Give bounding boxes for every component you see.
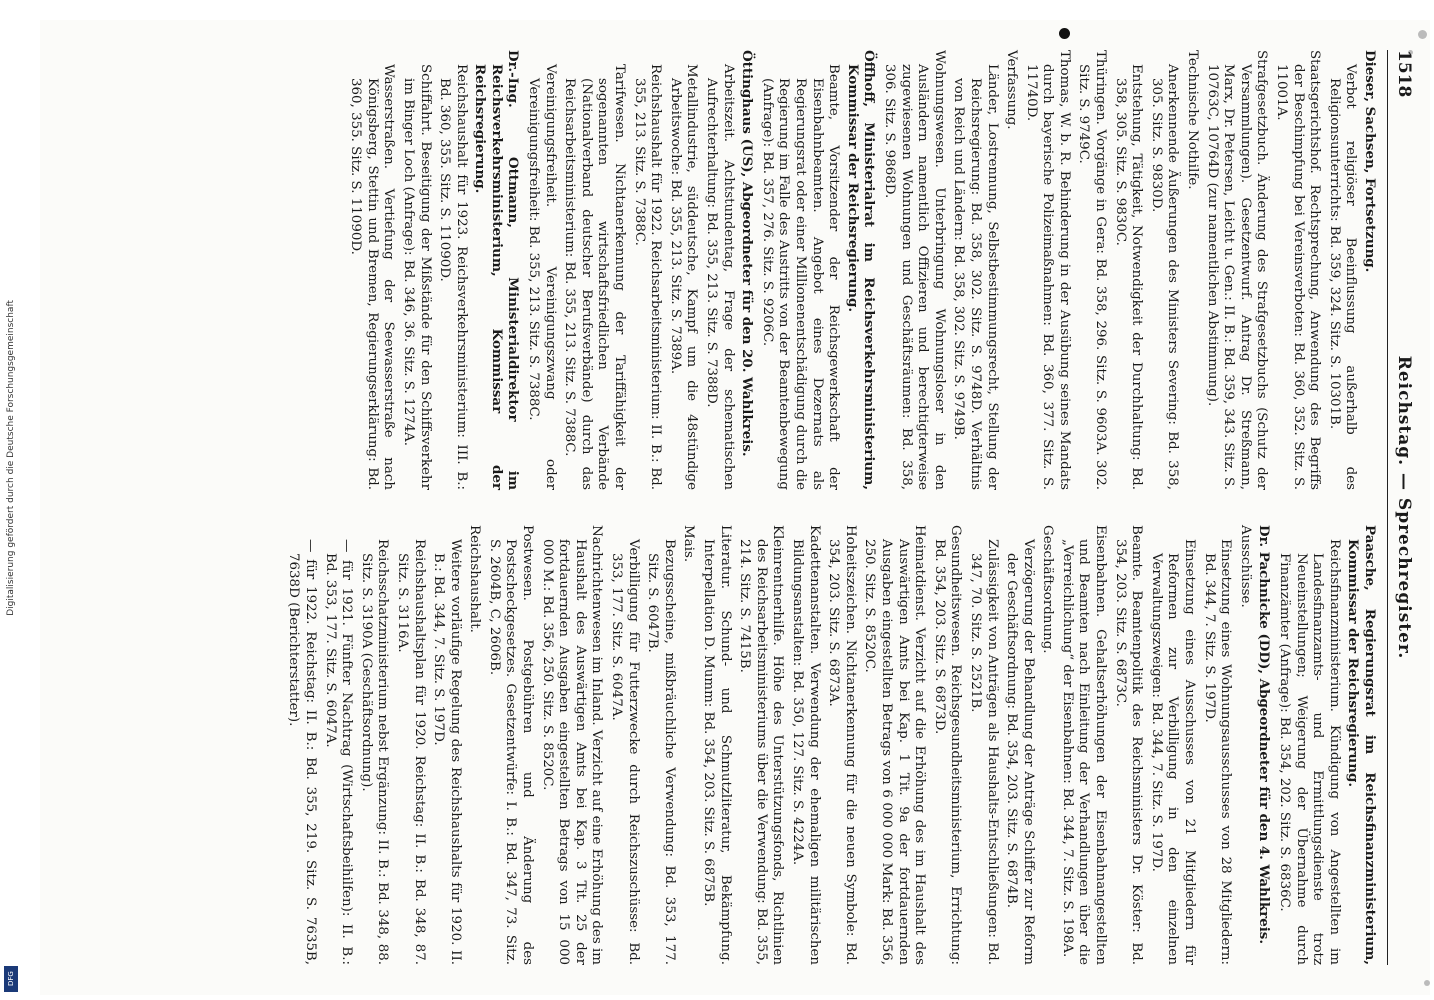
dfg-logo: DFG xyxy=(4,966,18,992)
register-entry: Reichshaushaltsplan für 1920. Reichstag: II. B.: Bd. 348, 87. Sitz. S. 3116A. xyxy=(394,539,427,965)
register-entry: Verbot religiöser Beeinflussung außerhalb des Religionsunterrichts: Bd. 359, 324. Sitz. S. 10301B. xyxy=(1326,64,1359,490)
register-entry: Technische Nothilfe. xyxy=(1185,50,1201,190)
register-entry: Mais. xyxy=(681,525,697,563)
register-entry: Kadettenanstalten. Verwendung der ehemaligen militärischen Bildungsanstalten: Bd. 350, 127. Sitz. S. 4224A. xyxy=(790,525,822,965)
register-entry: Metallindustrie, süddeutsche, Kampf um die 48stündige Arbeitswoche: Bd. 355, 213. Sitz. S. 7389A. xyxy=(667,64,700,490)
register-entry: Wasserstraßen. Vertiefung der Seewasserstraße nach Königsberg, Stettin und Bremen, Regierungserklärung: Bd. 360, 355. Sitz. S. 11090D. xyxy=(348,64,397,490)
register-entry: Hoheitszeichen. Nichtanerkennung für die neuen Symbole: Bd. 354, 203. Sitz. S. 6873A. xyxy=(826,525,858,965)
register-entry: Postwesen. Postgebühren und Änderung des Postscheckgesetzes. Gesetzentwürfe: I. B.: Bd. 347, 73. Sitz. S. 2604B, C, 2606B. xyxy=(486,525,536,965)
register-entry: Einsetzung eines Wohnungsausschusses von 28 Mitgliedern: Bd. 344, 7. Sitz. S. 197D. xyxy=(1201,539,1234,965)
register-heading: Dr.-Ing. Ottmann, Ministerialdirektor im Reichsverkehrsministerium, Kommissar der Reichsregierung. xyxy=(472,50,522,490)
register-entry: Schiffahrt. Beseitigung der Mißstände für den Schiffsverkehr im Binger Loch (Anfrage): Bd. 346, 36. Sitz. S. 1274A. xyxy=(400,64,433,490)
register-entry: Tarifwesen. Nichtanerkennung der Tariffähigkeit der sogenannten wirtschaftsfriedlichen Verbände (Nationalverband deutscher Berufsverbände) durch das Reichsarbeitsministerium: Bd. 355, 213. Sitz. S. 7388C. xyxy=(562,64,628,490)
register-entry: Arbeitszeit. Achtstundentag, Frage der schematischen Aufrechterhaltung: Bd. 355, 213. Sitz. S. 7388D. xyxy=(704,64,736,490)
running-title: Reichstag. — Sprechregister. xyxy=(1394,355,1414,660)
register-entry: Zulässigkeit von Anträgen als Haushalts-Entschließungen: Bd. 347, 70. Sitz. S. 2521B. xyxy=(967,539,1000,965)
scanned-page xyxy=(40,20,1430,995)
margin-bullet xyxy=(1059,28,1070,39)
register-entry: Reichsschatzministerium nebst Ergänzung: II. B.: Bd. 348, 88. Sitz. S. 3190A (Geschäftsordnung). xyxy=(358,539,391,965)
page-header xyxy=(1387,50,1416,965)
register-entry: Heimatdienst. Verzicht auf die Erhöhung des im Haushalt des Auswärtigen Amts bei Kap. 1 Tit. 9a der fortdauernden Ausgaben eingestellten Betrags von 6 000 000 Mark: Bd. 356, 250. Sitz. S. 8520C. xyxy=(862,525,928,965)
register-entry-text: Thomas, W. b. R. Behinderung in der Ausübung seines Mandats durch bayerische Polizeimaßnahmen: Bd. 360, 377. Sitz. S. 11740D. xyxy=(1023,50,1072,490)
register-entry: Geschäftsordnung. xyxy=(1040,525,1056,654)
register-entry: Beamte. Beamtenpolitik des Reichsministers Dr. Köster: Bd. 354, 203. Sitz. S. 6873C. xyxy=(1112,525,1145,965)
register-entry: Staatsgerichtshof. Rechtsprechung, Anwendung des Begriffs der Beschimpfung bei Vereinsverboten: Bd. 360, 352. Sitz. S. 11001A. xyxy=(1274,50,1323,490)
register-entry: Literatur. Schund- und Schmutzliteratur, Bekämpfung. Interpellation D. Mumm: Bd. 354, 203. Sitz. S. 6875B. xyxy=(701,525,733,965)
register-entry: Reichshaushalt für 1923. Reichsverkehrsministerium: III. B.: Bd. 360, 355. Sitz. S. 11090D. xyxy=(437,64,469,490)
register-heading: Dieser, Sachsen, Fortsetzung. xyxy=(1362,50,1378,273)
register-entry: Vereinigungsfreiheit. Vereinigungszwang oder Vereinigungsfreiheit: Bd. 355, 213. Sitz. S. 7388C. xyxy=(526,64,558,490)
register-entry: Reichsfinanzministerium. Kündigung von Angestellten im Landesfinanzamts- und Ermittlungsdienste trotz Neueinstellungen; Weigerung der Übernahme durch Finanzämter (Anfrage): Bd. 354, 202. Sitz. S. 6836C. xyxy=(1277,539,1342,965)
register-entry: Einsetzung eines Ausschusses von 21 Mitgliedern für Reformen zur Verbilligung in den einzelnen Verwaltungszweigen: Bd. 344, 7. Sitz. S. 197D. xyxy=(1148,539,1198,965)
register-entry: Nachrichtenwesen im Inland. Verzicht auf eine Erhöhung des im Haushalt des Auswärtigen Amts bei Kap. 3 Tit. 25 der fortdauernden Ausgaben eingestellten Betrags von 15 000 000 M.: Bd. 356, 250. Sitz. S. 8520C. xyxy=(539,525,605,965)
register-entry: Reichshaushalt. xyxy=(467,525,483,633)
register-entry: Verzögerung der Behandlung der Anträge Schiffer zur Reform der Geschäftsordnung: Bd. 354, 203. Sitz. S. 6874B. xyxy=(1004,539,1036,965)
register-entry: Länder, Lostrennung, Selbstbestimmungsrecht, Stellung der Reichsregierung: Bd. 358, 302. Sitz. S. 9748D. Verhältnis von Reich und Ländern: Bd. 358, 302. Sitz. S. 9749B. xyxy=(951,64,1000,490)
register-entry: Verfassung. xyxy=(1004,50,1020,130)
register-entry: Bezugsscheine, mißbräuchliche Verwendung: Bd. 353, 177. Sitz. S. 6047B. xyxy=(645,539,677,965)
register-entry xyxy=(1022,50,1072,490)
register-entry: Kleinrentnerhilfe. Höhe des Unterstützungsfonds, Richtlinien des Reichsarbeitsministeriums über die Verwendung: Bd. 355, 214. Sitz. S. 7415B. xyxy=(737,525,786,965)
register-entry: Ausschüsse. xyxy=(1237,525,1253,608)
register-entry: Thüringen. Vorgänge in Gera: Bd. 358, 296. Sitz. S. 9603A. 302. Sitz. S. 9749C. xyxy=(1076,50,1109,490)
register-entry: Verbilligung für Futterzwecke durch Reichszuschüsse: Bd. 353, 177. Sitz. S. 6047A. xyxy=(609,539,641,965)
register-entry: Anerkennende Äußerungen des Ministers Severing: Bd. 358, 305. Sitz. S. 9830D. xyxy=(1148,64,1181,490)
register-heading: Paasche, Regierungsrat im Reichsfinanzministerium, Kommissar der Reichsregierung. xyxy=(1345,525,1378,965)
register-entry: Reichshaushalt für 1922. Reichsarbeitsministerium: II. B.: Bd. 355, 213. Sitz. S. 7388C. xyxy=(631,64,664,490)
digitization-note: Digitalisierung gefördert durch die Deutsche Forschungsgemeinschaft xyxy=(6,300,16,616)
register-entry: — für 1921. Fünfter Nachtrag (Wirtschaftsbeihilfen): II. B.: Bd. 353, 177. Sitz. S. 6047A. xyxy=(322,539,355,965)
page-number: 1518 xyxy=(1394,50,1414,98)
register-entry: — für 1922. Reichstag: II. B.: Bd. 355, 219. Sitz. S. 7635B, 7638D (Berichterstatter). xyxy=(286,539,318,965)
left-column xyxy=(60,50,1378,490)
register-entry: Beamte, Vorsitzender der Reichsgewerkschaft der Eisenbahnbeamten. Angebot eines Dezernats als Regierungsrat oder einer Millionenentschädigung durch die Regierung im Falle des Austritts von der Beamtenbewegung (Anfrage): Bd. 357, 276. Sitz. S. 9206C. xyxy=(759,64,842,490)
register-entry: Wohnungswesen. Unterbringung Wohnungsloser in den Ausländern namentlich Offizieren und berechtigterweise zugewiesenen Wohnungen und Geschäftsräumen: Bd. 358, 306. Sitz. S. 9868D. xyxy=(881,50,947,490)
register-entry: Strafgesetzbuch. Änderung des Strafgesetzbuchs (Schutz der Versammlungen). Gesetzentwurf. Antrag Dr. Streßmann, Marx, Dr. Petersen, Leicht u. Gen.: II. B.: Bd. 359, 343. Sitz. S. 10763C, 10764D (zur namentlichen Abstimmung). xyxy=(1204,50,1270,490)
register-entry: Gesundheitswesen. Reichsgesundheitsministerium, Errichtung: Bd. 354, 203. Sitz. S. 6873D. xyxy=(931,525,964,965)
right-column xyxy=(60,525,1378,965)
register-entry: Weitere vorläufige Regelung des Reichshaushalts für 1920. II. B.: Bd. 344, 7. Sitz. S. 197D. xyxy=(431,539,463,965)
register-heading: Öffhoff, Ministerialrat im Reichsverkehrsministerium, Kommissar der Reichsregierung. xyxy=(844,50,878,490)
register-heading: Öttinghaus (US), Abgeordneter für den 20. Wahlkreis. xyxy=(739,50,756,457)
register-entry: Eisenbahnen. Gehaltserhöhungen der Eisenbahnangestellten und Beamten nach Einleitung der Verhandlungen über die „Verreichlichung“ der Eisenbahnen: Bd. 344, 7. Sitz. S. 198A. xyxy=(1059,525,1109,965)
register-heading: Dr. Pachnicke (DD), Abgeordneter für den 4. Wahlkreis. xyxy=(1256,525,1273,944)
register-entry: Entstehung, Tätigkeit, Notwendigkeit der Durchhaltung: Bd. 358, 305. Sitz. S. 9830C. xyxy=(1112,64,1145,490)
rotated-page xyxy=(40,20,1430,995)
